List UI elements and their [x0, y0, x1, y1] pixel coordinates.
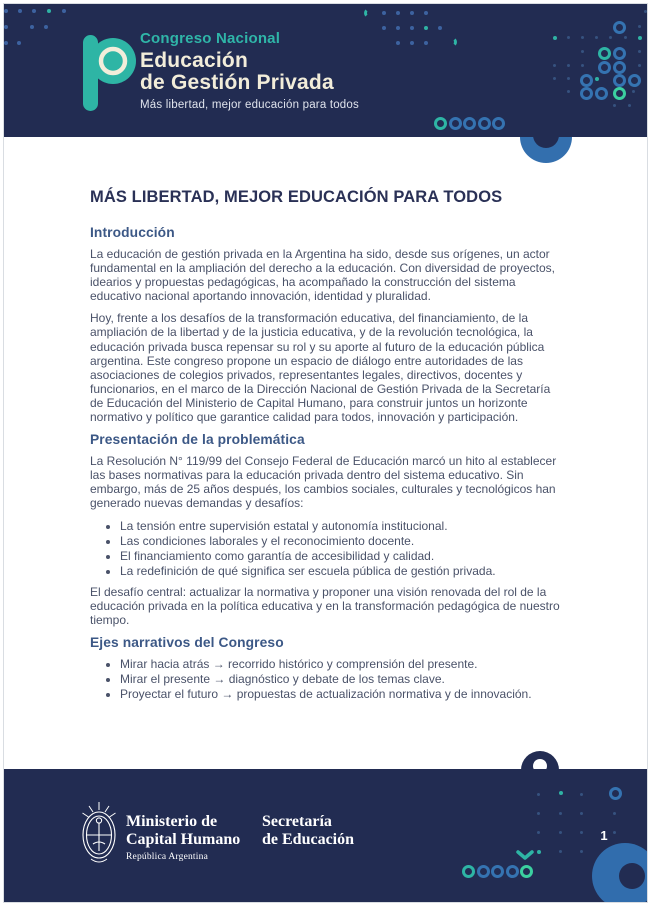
dot-ornament: [553, 77, 556, 80]
ring-ornament: [492, 117, 505, 130]
dot-ornament: [410, 26, 414, 30]
list-item: • Mirar hacia atrás → recorrido histórico y comprensión del presente.: [120, 657, 564, 672]
dot-ornament: [559, 791, 563, 795]
list-item: • Las condiciones laborales y el reconocimiento docente.: [120, 534, 564, 549]
list-item: • La tensión entre supervisión estatal y autonomía institucional.: [120, 519, 564, 534]
ring-ornament: [609, 787, 622, 800]
dot-ornament: [580, 812, 583, 815]
list-item: • Proyectar el futuro → propuestas de actualización normativa y de innovación.: [120, 687, 564, 702]
dot-ornament: [581, 36, 584, 39]
ring-ornament: [491, 865, 504, 878]
dot-ornament: [32, 9, 36, 13]
ring-ornament: [434, 117, 447, 130]
circle-ornament: [587, 838, 647, 902]
dot-ornament: [567, 90, 570, 93]
dot-ornament: [4, 9, 8, 13]
dot-ornament: [30, 25, 34, 29]
dot-ornament: [580, 793, 583, 796]
dot-ornament: [4, 25, 8, 29]
chevron-down-icon: [515, 849, 535, 861]
dot-ornament: [4, 41, 8, 45]
dot-ornament: [424, 26, 428, 30]
dot-ornament: [644, 10, 647, 13]
congress-tagline: Más libertad, mejor educación para todos: [140, 99, 359, 111]
dot-ornament: [537, 812, 540, 815]
dot-ornament: [581, 64, 584, 67]
bullet-list: [90, 519, 564, 579]
dot-ornament: [559, 831, 562, 834]
dot-ornament: [638, 50, 641, 53]
dot-ornament: [17, 41, 21, 45]
paragraph: El desafío central: actualizar la normativa y proponer una visión renovada del rol de la educación privada en la política educativa y en la transformación pedagógica de nuestro tiempo.: [90, 584, 560, 627]
ministry-name-line2: Capital Humano: [126, 831, 241, 848]
dot-ornament: [581, 50, 584, 53]
dot-ornament: [382, 26, 386, 30]
dot-ornament: [537, 831, 540, 834]
list-item: • Mirar el presente → diagnóstico y debate de los temas clave.: [120, 672, 564, 687]
ring-ornament: [520, 865, 533, 878]
dot-ornament: [580, 850, 583, 853]
ring-ornament: [506, 865, 519, 878]
dot-ornament: [613, 812, 616, 815]
ministry-country: República Argentina: [126, 852, 208, 862]
secretariat-name-line2: de Educación: [262, 831, 355, 848]
secretariat-name-line1: Secretaría: [262, 813, 332, 830]
dot-ornament: [638, 25, 641, 28]
congress-p-logo-icon: [80, 30, 136, 116]
ring-ornament: [628, 74, 641, 87]
dot-ornament: [567, 36, 570, 39]
section-heading: Ejes narrativos del Congreso: [90, 634, 284, 650]
ring-ornament: [462, 865, 475, 878]
ring-ornament: [613, 21, 626, 34]
section-ejes-narrativos: [90, 635, 564, 702]
dot-ornament: [18, 9, 22, 13]
dot-ornament: [567, 77, 570, 80]
dot-ornament: [410, 11, 414, 15]
dot-ornament: [638, 36, 642, 40]
argentina-coat-of-arms-icon: [76, 789, 122, 877]
dot-ornament: [438, 26, 442, 30]
ring-ornament: [613, 87, 626, 100]
document-body: [90, 188, 564, 708]
page-number: 1: [600, 828, 608, 843]
congress-header-banner: [4, 4, 647, 137]
dot-ornament: [609, 36, 612, 39]
dot-ornament: [62, 9, 66, 13]
section-problematica: [90, 432, 564, 627]
dot-ornament: [410, 41, 414, 45]
dot-ornament: [537, 850, 541, 854]
congress-title-line2: de Gestión Privada: [140, 70, 334, 94]
dot-ornament: [47, 9, 51, 13]
section-introduccion: [90, 225, 564, 424]
dot-ornament: [553, 64, 556, 67]
ring-ornament: [613, 61, 626, 74]
paragraph: Hoy, frente a los desafíos de la transformación educativa, del financiamiento, de la ampliación de la libertad y de la justicia educativa, y de la revolución tecnológica, la educación privada busca repensar su rol y su aporte al futuro de la educación pública argentina. Este congreso propone un espacio de diálogo entre autoridades de las asociaciones de colegios privados, representantes legales, directivos, docentes y funcionarios, en el marco de la Dirección Nacional de Gestión Privada de la Secretaría de Educación del Ministerio de Capital Humano, para construir juntos un horizonte normativo y político que garantice calidad para todos, innovación y participación.: [90, 311, 551, 425]
list-item: • La redefinición de qué significa ser escuela pública de gestión privada.: [120, 564, 564, 579]
congress-kicker: Congreso Nacional: [140, 30, 281, 47]
dot-ornament: [559, 850, 562, 853]
dot-ornament: [628, 104, 631, 107]
page-title: MÁS LIBERTAD, MEJOR EDUCACIÓN PARA TODOS: [90, 188, 503, 206]
dot-ornament: [613, 104, 616, 107]
list-item: • El financiamiento como garantía de accesibilidad y calidad.: [120, 549, 564, 564]
ring-ornament: [478, 117, 491, 130]
section-heading: Presentación de la problemática: [90, 432, 305, 448]
dot-ornament: [396, 41, 400, 45]
dot-ornament: [396, 11, 400, 15]
ring-ornament: [598, 61, 611, 74]
dot-ornament: [424, 11, 428, 15]
dot-ornament: [638, 64, 641, 67]
dot-ornament: [44, 25, 48, 29]
paragraph: La Resolución N° 119/99 del Consejo Federal de Educación marcó un hito al establecer las bases normativas para la educación privada dentro del sistema educativo. Sin embargo, más de 25 años después, los cambios sociales, culturales y tecnológicos han generado nuevas demandas y desafíos:: [90, 454, 557, 511]
government-footer-banner: [4, 769, 647, 902]
ring-ornament: [449, 117, 462, 130]
dot-ornament: [537, 793, 540, 796]
dot-ornament: [553, 36, 557, 40]
dot-ornament: [396, 26, 400, 30]
dot-ornament: [382, 11, 386, 15]
paragraph: La educación de gestión privada en la Argentina ha sido, desde sus orígenes, un actor fundamental en la ampliación del derecho a la educación. Con diversidad de proyectos, idearios y propuestas pedagógicas, ha acompañado la construcción del sistema educativo nacional aportando innovación, identidad y pluralidad.: [90, 247, 555, 304]
ring-ornament: [595, 87, 608, 100]
ring-ornament: [580, 74, 593, 87]
ring-ornament: [613, 74, 626, 87]
dot-ornament: [595, 77, 599, 81]
ring-ornament: [463, 117, 476, 130]
crescent-ornament: [447, 37, 457, 47]
congress-title-line1: Educación: [140, 49, 248, 72]
dot-ornament: [632, 90, 635, 93]
ring-ornament: [580, 87, 593, 100]
dot-ornament: [559, 812, 562, 815]
dot-ornament: [595, 36, 598, 39]
dot-ornament: [624, 36, 627, 39]
dot-ornament: [424, 41, 428, 45]
dot-ornament: [567, 64, 570, 67]
crescent-ornament: [364, 8, 374, 18]
ring-ornament: [598, 47, 611, 60]
bullet-list: [90, 657, 564, 702]
dot-ornament: [580, 831, 583, 834]
ministry-name-line1: Ministerio de: [126, 813, 218, 830]
section-heading: Introducción: [90, 225, 175, 240]
ring-ornament: [613, 47, 626, 60]
ring-ornament: [477, 865, 490, 878]
